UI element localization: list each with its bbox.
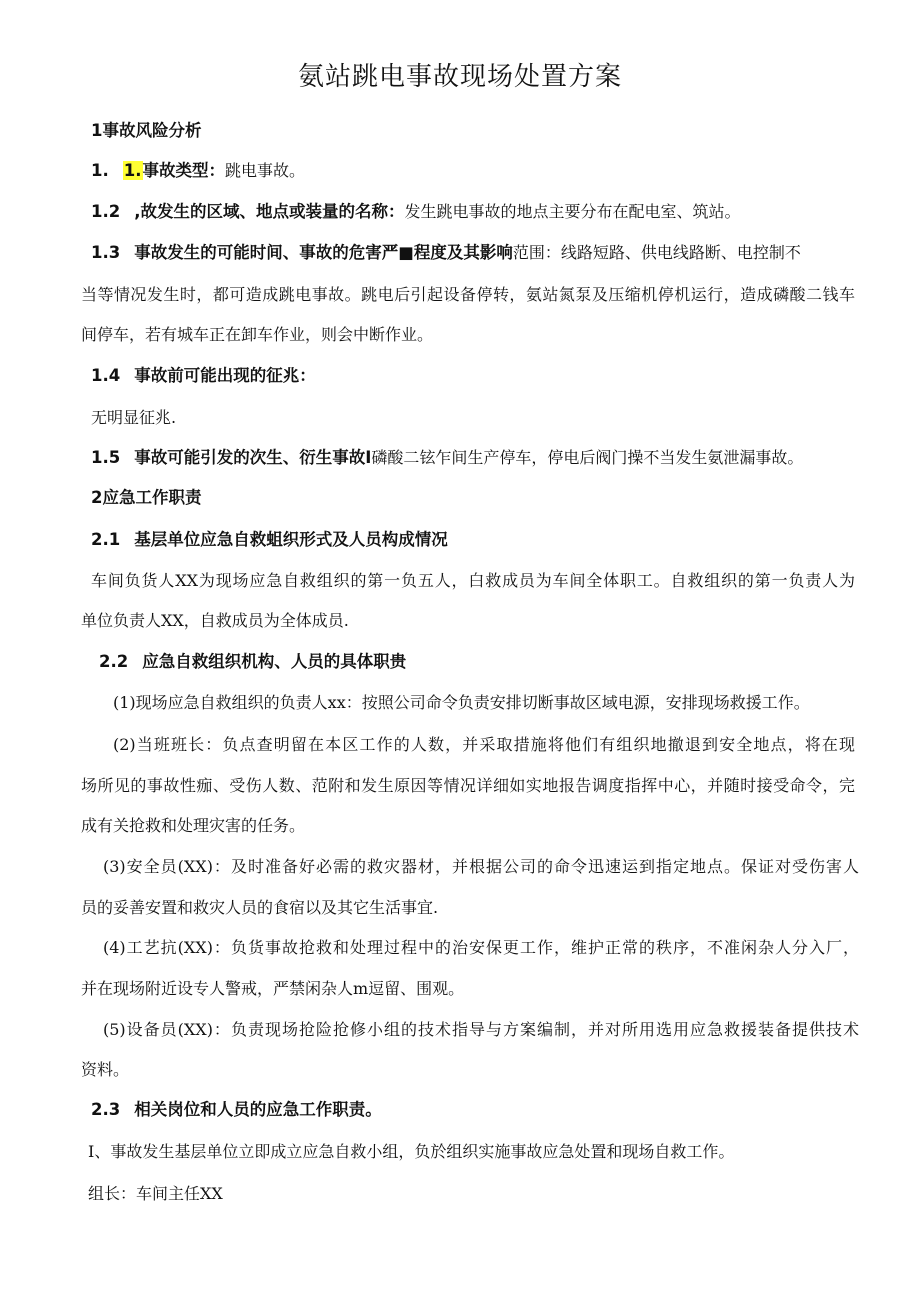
item-1-5-text: 磷酸二铉乍间生产停车，停电后阀门操不当发生氨泄漏事故。	[371, 448, 804, 467]
item-2-1-label: 基层单位应急自救蛆织形式及人员构成情况	[134, 530, 448, 549]
item-1-4	[91, 366, 316, 386]
item-2-2-para-4-line-2: 并在现场附近设专人警戒，严禁闲杂人m逗留、围观。	[81, 979, 465, 998]
item-2-2-para-2-line-3: 成有关抢救和处理灾害的任务。	[81, 816, 306, 835]
item-1-1-text: 跳电事故。	[225, 161, 306, 180]
item-2-1-number: 2.1	[91, 530, 121, 549]
item-1-1	[91, 161, 305, 181]
item-1-2	[91, 202, 741, 222]
item-2-3-label: 相关岗位和人员的应急工作职责。	[134, 1100, 382, 1119]
item-2-1-text-2: 单位负责人XX，自救成员为全体成员.	[81, 611, 349, 630]
item-1-5-label: 事故可能引发的次生、衍生事故I	[134, 448, 372, 467]
item-1-3-text-3: 间停车，若有城车正在卸车作业，则会中断作业。	[81, 325, 434, 344]
item-2-2-para-5-line-2: 资料。	[81, 1060, 130, 1079]
item-1-2-text: 发生跳电事故的地点主要分布在配电室、筑站。	[404, 202, 741, 221]
item-1-3-label: 事故发生的可能时间、事故的危害严■程度及其影响	[134, 243, 513, 262]
item-1-4-text: 无明显征兆.	[91, 408, 177, 427]
item-1-3-line-1	[91, 243, 801, 263]
item-1-5-number: 1.5	[91, 448, 121, 467]
item-1-4-label: 事故前可能出现的征兆：	[134, 366, 316, 385]
item-1-1-highlighted-number: 1.	[123, 161, 142, 180]
item-2-1	[91, 530, 448, 550]
section-1-heading: 1事故风险分析	[91, 121, 202, 140]
item-2-2-para-2-line-1: (2)当班班长：负点查明留在本区工作的人数，并采取措施将他们有组织地撤退到安全地点，将在现	[113, 735, 855, 754]
item-2-3-para-2: 组长：车间主任XX	[88, 1184, 223, 1203]
item-2-2-para-4-line-1: (4)工艺抗(XX)：负货事故抢救和处理过程中的治安保更工作，维护正常的秩序，不准闲杂人分入厂，	[103, 938, 859, 957]
item-2-2-para-1: (1)现场应急自救组织的负责人xx：按照公司命令负责安排切断事故区域电源，安排现场救援工作。	[113, 693, 810, 712]
item-2-2-number: 2.2	[99, 652, 129, 671]
item-1-1-number: 1.	[91, 161, 109, 180]
item-2-3	[91, 1100, 382, 1120]
item-1-1-label: 事故类型：	[142, 161, 225, 180]
item-2-2-label: 应急自救组织机构、人员的具体职贵	[142, 652, 407, 671]
page-title: 氨站跳电事故现场处置方案	[297, 62, 622, 92]
item-2-2-para-3-line-2: 员的妥善安置和救灾人员的食宿以及其它生活事宜.	[81, 898, 439, 917]
item-2-2-para-3-line-1: (3)安全员(XX)：及时准备好必需的救灾器材，并根据公司的命令迅速运到指定地点。保证对受伤害人	[103, 857, 859, 876]
item-2-3-number: 2.3	[91, 1100, 121, 1119]
item-1-2-number: 1.2	[91, 202, 121, 221]
item-1-3-number: 1.3	[91, 243, 121, 262]
item-1-4-number: 1.4	[91, 366, 121, 385]
item-2-1-text-1: 车间负货人XX为现场应急自救组织的第一负五人，白救成员为车间全体职工。自救组织的第一负责人为	[91, 571, 855, 590]
item-1-3-text-1: 范围：线路短路、供电线路断、电控制不	[512, 243, 801, 262]
item-2-2	[99, 652, 406, 672]
item-2-2-para-2-line-2: 场所见的事故性痂、受伤人数、范附和发生原因等情况详细如实地报告调度指挥中心，并随时接受命令，完	[81, 776, 855, 795]
item-2-2-para-5-line-1: (5)设备员(XX)：负责现场抢险抢修小组的技术指导与方案编制，并对所用选用应急救援装备提供技术	[103, 1020, 859, 1039]
item-1-2-label: ,故发生的区域、地点或装量的名称：	[134, 202, 405, 221]
item-1-3-text-2: 当等情况发生时，都可造成跳电事故。跳电后引起设备停转，氨站氮泵及压缩机停机运行，造成磷酸二钱车	[81, 285, 855, 304]
item-2-3-para-1: I、事故发生基层单位立即成立应急自救小组，负於组织实施事故应急处置和现场自救工作。	[88, 1142, 735, 1161]
section-2-heading: 2应急工作职责	[91, 488, 202, 507]
item-1-5	[91, 448, 803, 468]
